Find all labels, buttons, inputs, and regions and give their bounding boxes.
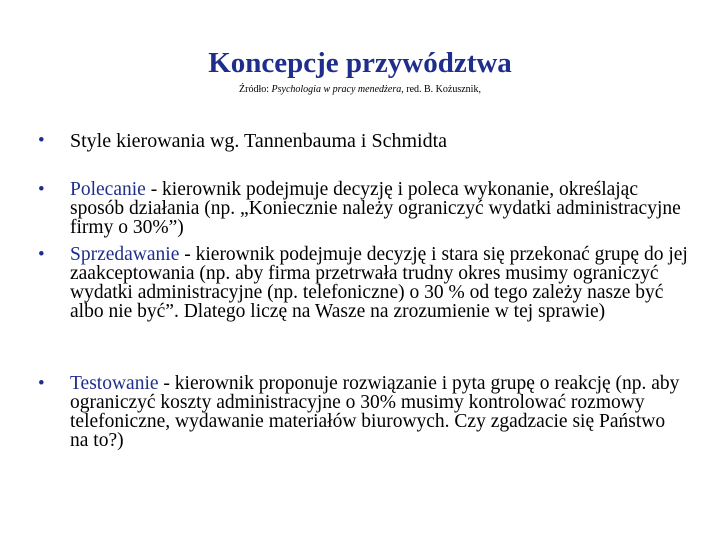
bullet-body: - kierownik podejmuje decyzję i stara się przekonać grupę do jej zaakceptowania (np. aby firma przetrwała trudny okres musimy ograniczyć wydatki administracyjne (np. telefoniczne) o 30 % od tego zależy nasze być albo nie być”. Dlatego liczę na Wasze na zrozumienie w tej sprawie) (70, 244, 688, 322)
source-suffix: , red. B. Kożusznik, (401, 84, 481, 95)
bullet-text (70, 245, 688, 321)
bullet-icon: • (38, 244, 45, 265)
bullet-icon: • (38, 179, 45, 200)
bullet-item (38, 130, 688, 152)
slide-title: Koncepcje przywództwa (208, 47, 512, 79)
bullet-icon: • (38, 373, 45, 394)
source-book-title: Psychologia w pracy menedżera (271, 84, 402, 95)
bullet-body: - kierownik proponuje rozwiązanie i pyta grupę o reakcję (np. aby ograniczyć koszty administracyjne o 30% musimy kontrolować rozmowy telefoniczne, wydawanie materiałów biurowych. Czy zgadzacie się Państwo na to?) (70, 373, 680, 451)
bullet-keyword: Polecanie (70, 179, 146, 200)
bullet-keyword: Sprzedawanie (70, 244, 180, 265)
bullet-body: - kierownik podejmuje decyzję i poleca wykonanie, określając sposób działania (np. „Koniecznie należy ograniczyć wydatki administracyjne firmy o 30%”) (70, 179, 681, 238)
bullet-icon: • (38, 130, 45, 151)
source-prefix: Źródło: (239, 84, 272, 95)
bullet-item (38, 180, 688, 237)
bullet-text (70, 180, 688, 237)
bullet-item (38, 245, 688, 321)
bullet-text (70, 130, 688, 152)
bullet-keyword: Testowanie (70, 373, 159, 394)
source-citation (0, 84, 720, 96)
bullet-text (70, 374, 688, 450)
bullet-item (38, 374, 688, 450)
bullet-body: Style kierowania wg. Tannenbauma i Schmidta (70, 130, 448, 152)
